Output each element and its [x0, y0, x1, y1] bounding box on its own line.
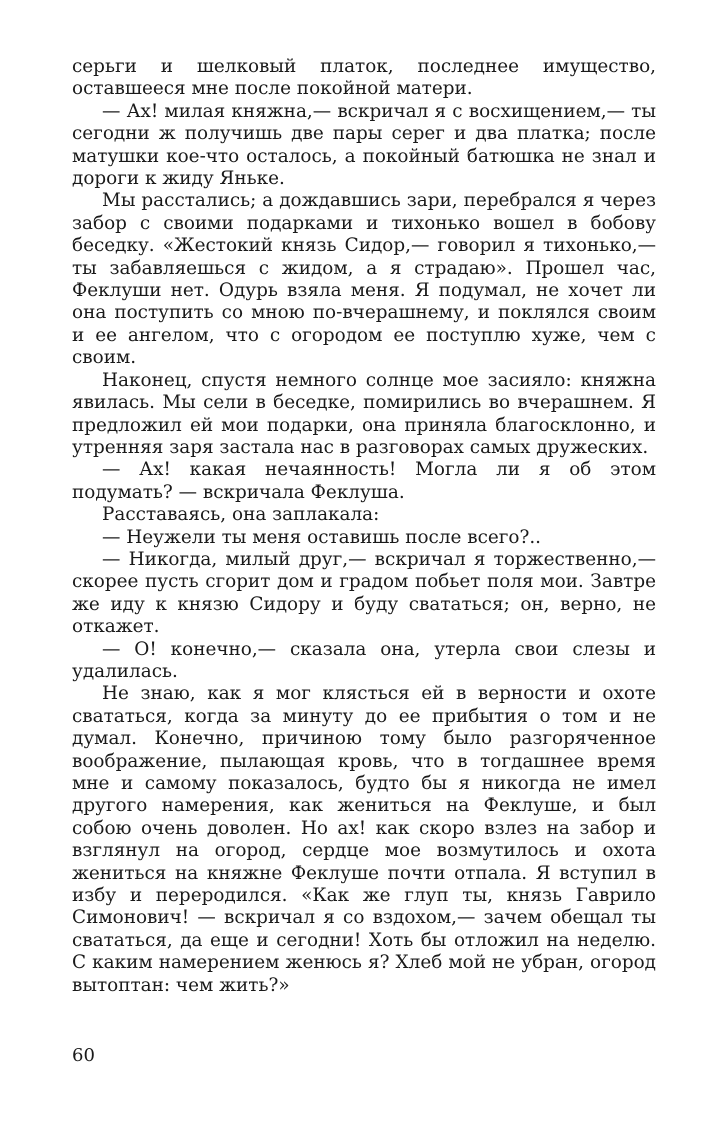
page-number: 60 [72, 1045, 95, 1066]
paragraph-1: серьги и шелковый платок, последнее имущество, оставшееся мне после покойной матери. [72, 56, 656, 100]
paragraph-10: Не знаю, как я мог клясться ей в верности и охоте свататься, когда за минуту до ее прибытия о том и не думал. Конечно, причиною тому было разгоряченное воображение, пылающая кровь, что в тогдашнее время мне и самому показалось, будто бы я никогда не имел другого намерения, как жениться на Феклуше, и был собою очень доволен. Но ах! как скоро взлез на забор и взглянул на огород, сердце мое возмутилось и охота жениться на княжне Феклуше почти отпала. Я вступил в избу и переродился. «Как же глуп ты, князь Гаврило Симонович! — вскричал я со вздохом,— зачем обещал ты свататься, да еще и сегодни! Хоть бы отложил на неделю. С каким намерением женюсь я? Хлеб мой не убран, огород вытоптан: чем жить?» [72, 683, 656, 996]
paragraph-4: Наконец, спустя немного солнце мое засияло: княжна явилась. Мы сели в беседке, помирились во вчерашнем. Я предложил ей мои подарки, она приняла благосклонно, и утренняя заря застала нас в разговорах самых дружеских. [72, 369, 656, 458]
page-text [72, 56, 656, 997]
paragraph-8: — Никогда, милый друг,— вскричал я торжественно,— скорее пусть сгорит дом и градом побьет поля мои. Завтре же иду к князю Сидору и буду свататься; он, верно, не откажет. [72, 548, 656, 638]
paragraph-6: Расставаясь, она заплакала: [102, 504, 380, 526]
paragraph-7: — Неужели ты меня оставишь после всего?.. [102, 526, 542, 548]
paragraph-3: Мы расстались; а дождавшись зари, перебрался я через забор с своими подарками и тихонько вошел в бобову беседку. «Жестокий князь Сидор,— говорил я тихонько,— ты забавляешься с жидом, а я страдаю». Прошел час, Феклуши нет. Одурь взяла меня. Я подумал, не хочет ли она поступить со мною по-вчерашнему, и поклялся своим и ее ангелом, что с огородом ее поступлю хуже, чем с своим. [72, 190, 656, 369]
paragraph-9: — О! конечно,— сказала она, утерла свои слезы и удалилась. [72, 638, 656, 682]
paragraph-5: — Ах! какая нечаянность! Могла ли я об этом подумать? — вскричала Феклуша. [72, 459, 656, 503]
paragraph-2: — Ах! милая княжна,— вскричал я с восхищением,— ты сегодни ж получишь две пары серег и два платка; после матушки кое-что осталось, а покойный батюшка не знал и дороги к жиду Яньке. [72, 100, 656, 190]
